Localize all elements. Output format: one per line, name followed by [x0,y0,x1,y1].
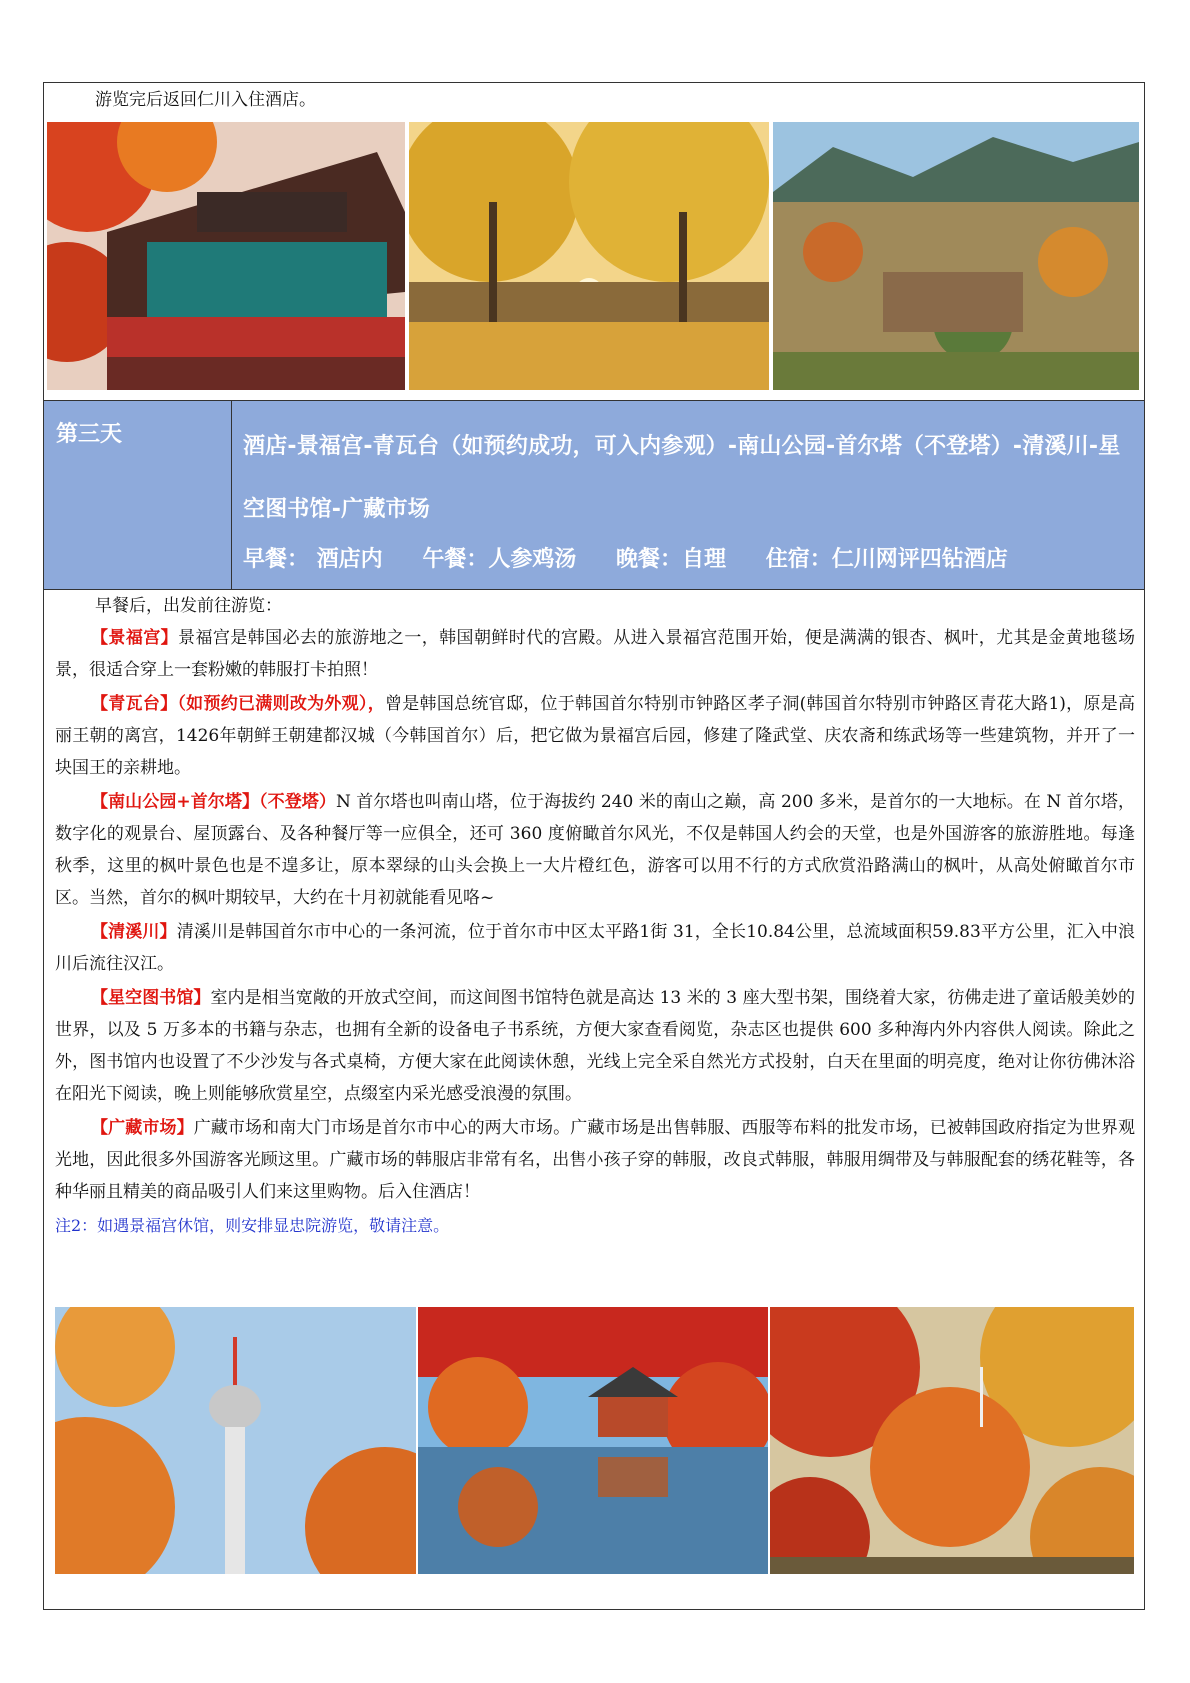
text-starfield-library: 室内是相当宽敞的开放式空间，而这间图书馆特色就是高达 13 米的 3 座大型书架，围绕着大家，彷佛走进了童话般美妙的世界，以及 5 万多本的书籍与杂志，也拥有全新的设备电子书系统，方便大家查看阅览，杂志区也提供 600 多种海内外内容供人阅读。除此之外，图书馆内也设置了不少沙发与各式桌椅，方便大家在此阅读休憩，光线上完全采自然光方式投射，白天在里面的明亮度，绝对让你彷佛沐浴在阳光下阅读，晚上则能够欣赏星空，点缀室内采光感受浪漫的氛围。 [55,988,1135,1104]
meal-hotel: 住宿：仁川网评四钻酒店 [765,547,1008,572]
header-divider [231,401,232,589]
lead-text: 早餐后，出发前往游览： [95,596,282,616]
text-blue-house: 曾是韩国总统官邸，位于韩国首尔特别市钟路区孝子洞(韩国首尔特别市钟路区青花大路1)，原是高丽王朝的离宫，1426年朝鲜王朝建都汉城（今韩国首尔）后，把它做为景福宫后园，修建了隆武堂、庆农斋和练武场等一些建筑物，并开了一块国王的亲耕地。 [55,694,1135,778]
title-gwangjang-market: 【广藏市场】 [91,1118,194,1138]
text-cheonggyecheon: 清溪川是韩国首尔市中心的一条河流，位于首尔市中区太平路1街 31，全长10.84公里，总流域面积59.83平方公里，汇入中浪川后流往汉江。 [55,922,1135,974]
title-namsan-tower: 【南山公园+首尔塔】（不登塔） [91,792,336,812]
meal-breakfast: 早餐： 酒店内 [243,547,383,572]
title-starfield-library: 【星空图书馆】 [91,988,211,1008]
paragraph-gyeongbokgung [55,622,1135,686]
photo-autumn-forest [770,1307,1134,1574]
photo-pavilion-reflection [418,1307,768,1574]
paragraph-blue-house [55,688,1135,784]
paragraph-cheonggyecheon [55,916,1135,980]
day-route: 酒店-景福宫-青瓦台（如预约成功，可入内参观）-南山公园-首尔塔（不登塔）-清溪川-星空图书馆-广藏市场 [243,434,1121,522]
meal-lunch: 午餐：人参鸡汤 [422,547,577,572]
paragraph-namsan-tower [55,786,1135,914]
day-label: 第三天 [56,422,123,447]
note-text: 注2：如遇景福宫休馆，则安排显忠院游览，敬请注意。 [55,1216,450,1235]
photo-palace-autumn [47,122,405,390]
title-gyeongbokgung: 【景福宫】 [91,628,179,648]
text-gwangjang-market: 广藏市场和南大门市场是首尔市中心的两大市场。广藏市场是出售韩服、西服等布料的批发市场，已被韩国政府指定为世界观光地，因此很多外国游客光顾这里。广藏市场的韩服店非常有名，出售小孩子穿的韩服，改良式韩服，韩服用绸带及与韩服配套的绣花鞋等，各种华丽且精美的商品吸引人们来这里购物。后入住酒店！ [55,1118,1136,1202]
paragraph-gwangjang-market [55,1112,1135,1208]
title-blue-house: 【青瓦台】（如预约已满则改为外观）， [91,694,385,714]
paragraph-starfield-library [55,982,1135,1110]
title-cheonggyecheon: 【清溪川】 [91,922,177,942]
photo-village-aerial [773,122,1139,390]
itinerary-body [55,590,1135,1244]
photo-ginkgo-path [409,122,769,390]
photo-namsan-tower [55,1307,416,1574]
meal-dinner: 晚餐：自理 [616,547,727,572]
meals-row [243,542,1133,573]
intro-text: 游览完后返回仁川入住酒店。 [95,90,316,110]
day-header [44,400,1144,590]
text-namsan-tower: N 首尔塔也叫南山塔，位于海拔约 240 米的南山之巅，高 200 多米，是首尔的一大地标。在 N 首尔塔，数字化的观景台、屋顶露台、及各种餐厅等一应俱全，还可 360 度俯瞰首尔风光，不仅是韩国人约会的天堂，也是外国游客的旅游胜地。每逢秋季，这里的枫叶景色也是不遑多让，原本翠绿的山头会换上一大片橙红色，游客可以用不行的方式欣赏沿路满山的枫叶，从高处俯瞰首尔市区。当然，首尔的枫叶期较早，大约在十月初就能看见咯~ [55,792,1135,908]
text-gyeongbokgung: 景福宫是韩国必去的旅游地之一，韩国朝鲜时代的宫殿。从进入景福宫范围开始，便是满满的银杏、枫叶，尤其是金黄地毯场景，很适合穿上一套粉嫩的韩服打卡拍照！ [55,628,1136,680]
